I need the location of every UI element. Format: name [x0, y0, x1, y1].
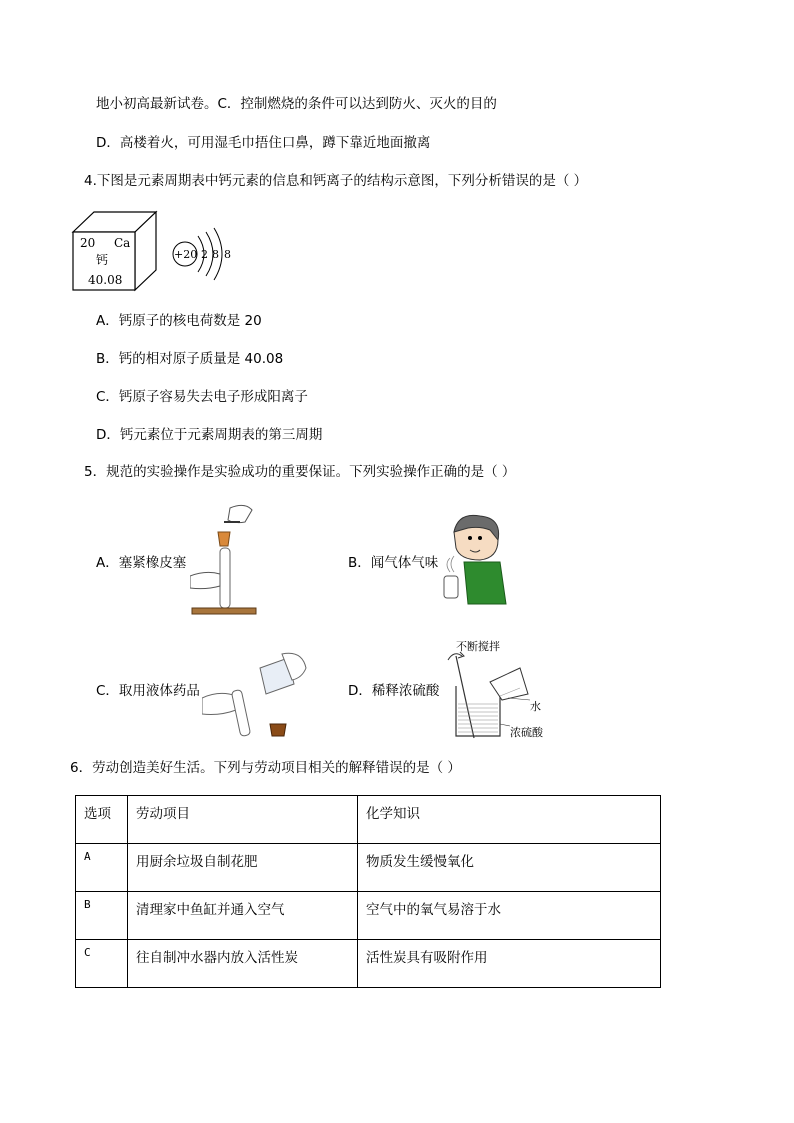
header-option: 选项	[76, 796, 128, 844]
q4-option-b: B．钙的相对原子质量是 40.08	[96, 351, 284, 367]
q5-option-b: B．闻气体气味	[348, 555, 439, 571]
inserting-rubber-stopper-image	[190, 500, 270, 620]
option-d-line: D．高楼着火，可用湿毛巾捂住口鼻，蹲下靠近地面撤离	[96, 135, 431, 151]
shell-2: 8	[212, 248, 219, 261]
row-knowledge: 活性炭具有吸附作用	[358, 940, 661, 988]
q4-option-d: D．钙元素位于元素周期表的第三周期	[96, 427, 323, 443]
element-mass: 40.08	[88, 273, 123, 287]
stir-label: 不断搅拌	[456, 640, 500, 653]
labor-project-table	[75, 795, 661, 988]
calcium-element-cell	[70, 208, 170, 298]
shell-3: 8	[224, 248, 231, 261]
row-option: C	[76, 940, 128, 988]
row-option: B	[76, 892, 128, 940]
header-chem-knowledge: 化学知识	[358, 796, 661, 844]
question-5-stem: 5．规范的实验操作是实验成功的重要保证。下列实验操作正确的是（ ）	[84, 464, 516, 480]
question-4-stem: 4.下图是元素周期表中钙元素的信息和钙离子的结构示意图，下列分析错误的是（ ）	[84, 173, 588, 189]
row-project: 清理家中鱼缸并通入空气	[128, 892, 358, 940]
q4-option-c: C．钙原子容易失去电子形成阳离子	[96, 389, 308, 405]
calcium-ion-structure-diagram	[168, 224, 243, 282]
q5-option-c: C．取用液体药品	[96, 683, 200, 699]
table-header-row	[76, 796, 661, 844]
acid-label: 浓硫酸	[510, 726, 543, 739]
table-row	[76, 844, 661, 892]
table-row	[76, 940, 661, 988]
row-knowledge: 物质发生缓慢氧化	[358, 844, 661, 892]
element-symbol: Ca	[114, 236, 131, 250]
text-line-1: 地小初高最新试卷。C．控制燃烧的条件可以达到防火、灭火的目的	[96, 96, 497, 112]
row-knowledge: 空气中的氧气易溶于水	[358, 892, 661, 940]
shell-1: 2	[201, 248, 208, 261]
water-label: 水	[530, 700, 541, 713]
smelling-gas-image	[440, 512, 510, 608]
table-row	[76, 892, 661, 940]
element-number: 20	[80, 236, 96, 250]
diluting-sulfuric-acid-image	[440, 638, 550, 742]
pouring-liquid-image	[202, 650, 312, 738]
question-6-stem: 6．劳动创造美好生活。下列与劳动项目相关的解释错误的是（ ）	[70, 760, 461, 776]
header-labor-project: 劳动项目	[128, 796, 358, 844]
nucleus-charge: +20	[174, 248, 198, 261]
row-option: A	[76, 844, 128, 892]
element-name: 钙	[96, 253, 109, 267]
row-project: 往自制冲水器内放入活性炭	[128, 940, 358, 988]
row-project: 用厨余垃圾自制花肥	[128, 844, 358, 892]
q4-option-a: A．钙原子的核电荷数是 20	[96, 313, 262, 329]
q5-option-d: D．稀释浓硫酸	[348, 683, 440, 699]
q5-option-a: A．塞紧橡皮塞	[96, 555, 187, 571]
